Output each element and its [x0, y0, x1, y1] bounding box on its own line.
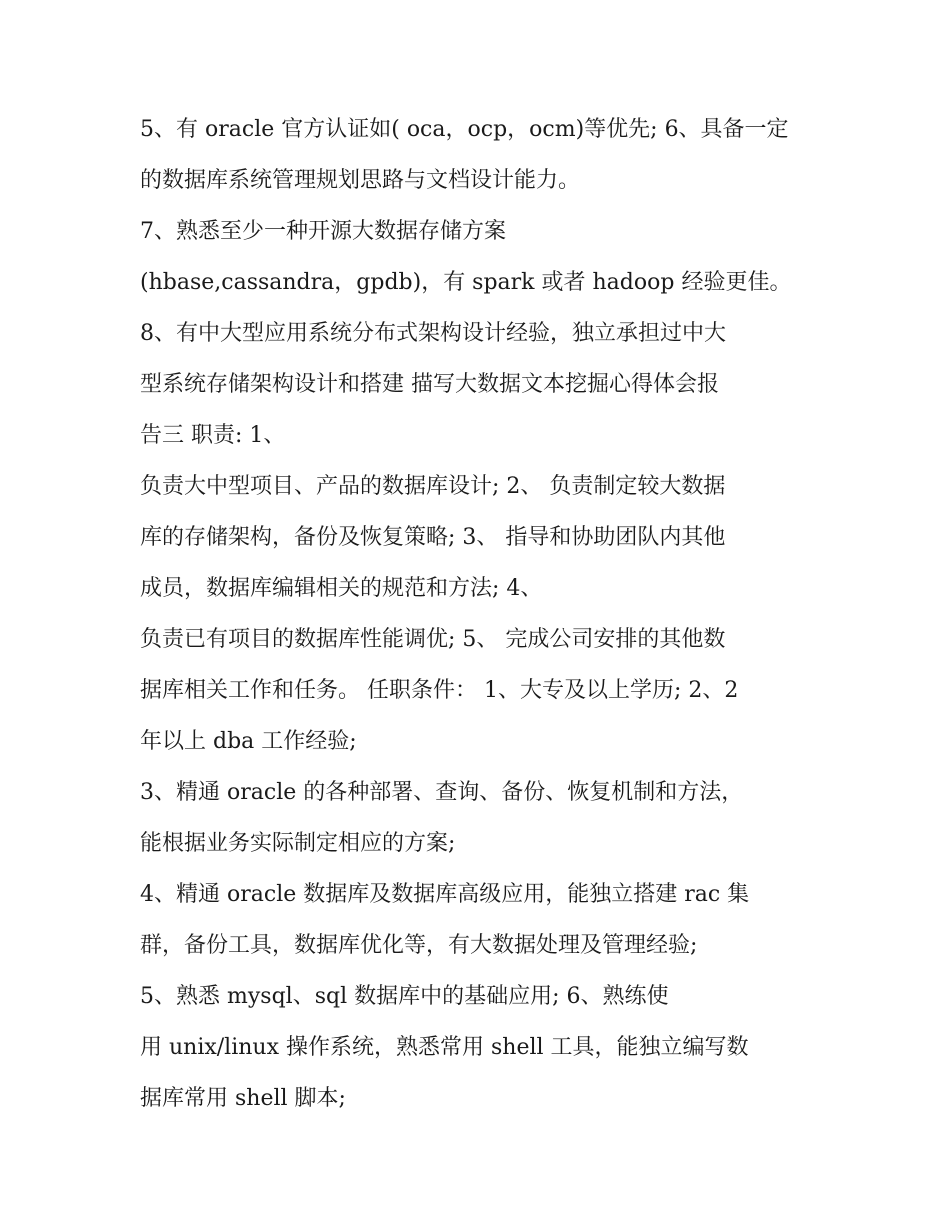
text-line: 负责大中型项目、产品的数据库设计; 2、 负责制定较大数据: [140, 474, 726, 499]
text-line: 型系统存储架构设计和搭建 描写大数据文本挖掘心得体会报: [140, 372, 719, 397]
text-line: 5、有 oracle 官方认证如( oca，ocp，ocm)等优先; 6、具备一定: [140, 117, 789, 142]
text-line: (hbase,cassandra，gpdb)，有 spark 或者 hadoop 经验更佳。: [140, 270, 792, 295]
text-line: 负责已有项目的数据库性能调优; 5、 完成公司安排的其他数: [140, 627, 726, 652]
text-line: 年以上 dba 工作经验;: [140, 729, 357, 754]
text-line: 成员，数据库编辑相关的规范和方法; 4、: [140, 576, 543, 601]
text-line: 3、精通 oracle 的各种部署、查询、备份、恢复机制和方法，: [140, 780, 744, 805]
body-text: [140, 104, 820, 1124]
text-line: 群，备份工具，数据库优化等，有大数据处理及管理经验;: [140, 933, 698, 958]
text-line: 用 unix/linux 操作系统，熟悉常用 shell 工具，能独立编写数: [140, 1035, 749, 1060]
text-line: 的数据库系统管理规划思路与文档设计能力。: [140, 168, 581, 193]
text-line: 8、有中大型应用系统分布式架构设计经验，独立承担过中大: [140, 321, 726, 346]
text-line: 能根据业务实际制定相应的方案;: [140, 831, 456, 856]
text-line: 告三 职责: 1、: [140, 423, 286, 448]
text-line: 4、精通 oracle 数据库及数据库高级应用，能独立搭建 rac 集: [140, 882, 750, 907]
text-line: 据库常用 shell 脚本;: [140, 1086, 346, 1111]
text-line: 据库相关工作和任务。 任职条件： 1、大专及以上学历; 2、2: [140, 678, 739, 703]
text-line: 7、熟悉至少一种开源大数据存储方案: [140, 219, 506, 244]
text-line: 库的存储架构，备份及恢复策略; 3、 指导和协助团队内其他: [140, 525, 726, 550]
text-line: 5、熟悉 mysql、sql 数据库中的基础应用; 6、熟练使: [140, 984, 669, 1009]
